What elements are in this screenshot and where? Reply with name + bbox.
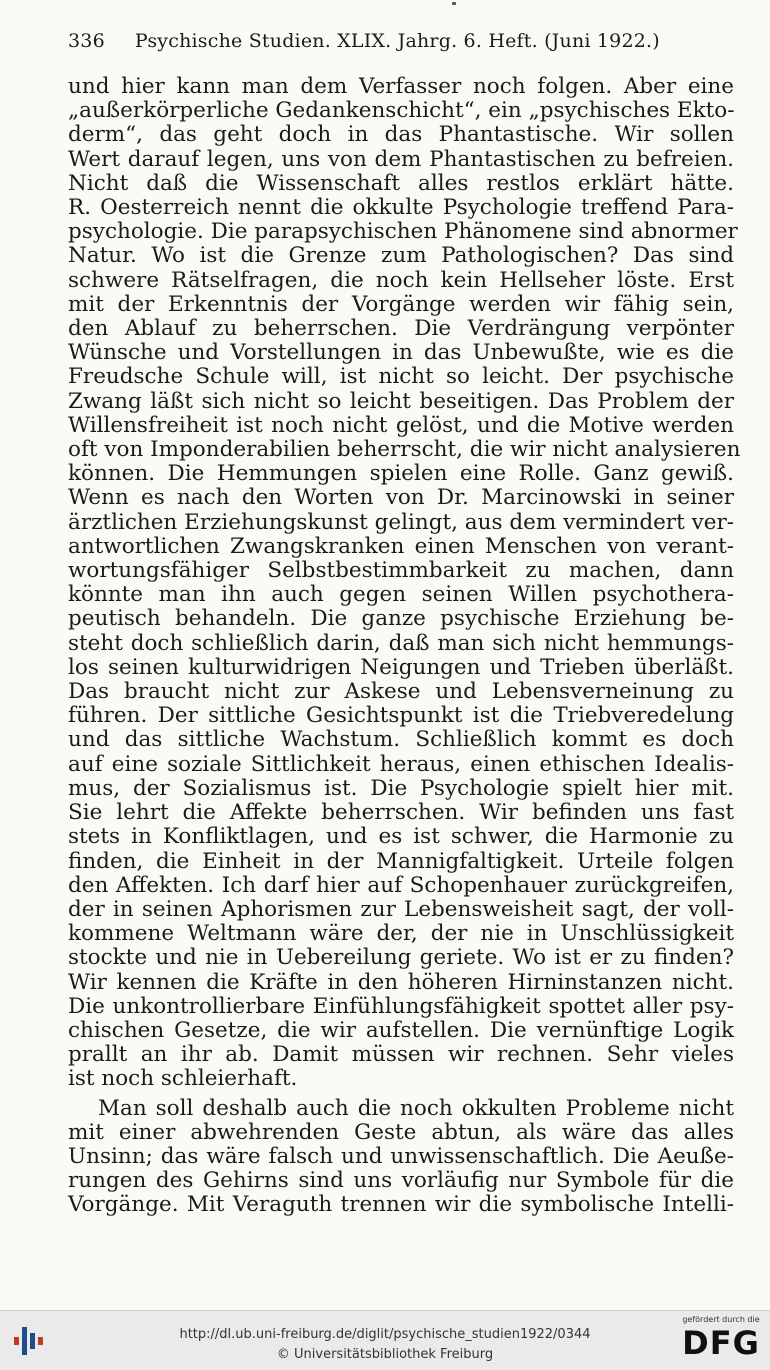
- text-line: Willensfreiheit ist noch nicht gelöst, und die Motive werden: [68, 412, 734, 438]
- text-line: steht doch schließlich darin, daß man sich nicht hemmungs-: [68, 630, 734, 656]
- paragraph: [68, 74, 741, 1092]
- running-header: [68, 30, 702, 52]
- text-line: Wenn es nach den Worten von Dr. Marcinowski in seiner: [68, 485, 734, 511]
- text-line: und hier kann man dem Verfasser noch folgen. Aber eine: [68, 74, 734, 99]
- text-line: Wir kennen die Kräfte in den höheren Hirninstanzen nicht.: [68, 969, 734, 995]
- text-line: den Ablauf zu beherrschen. Die Verdrängung verpönter: [68, 316, 734, 342]
- text-line: führen. Der sittliche Gesichtspunkt ist die Triebveredelung: [68, 703, 734, 729]
- text-line: Nicht daß die Wissenschaft alles restlos erklärt hätte.: [68, 170, 734, 196]
- source-url[interactable]: http://dl.ub.uni-freiburg.de/diglit/psychische_studien1922/0344: [179, 1327, 591, 1342]
- text-line: R. Oesterreich nennt die okkulte Psychologie treffend Para-: [68, 195, 734, 221]
- text-line: kommene Weltmann wäre der, der nie in Unschlüssigkeit: [68, 921, 734, 947]
- text-line: mus, der Sozialismus ist. Die Psychologie spielt hier mit.: [68, 775, 734, 801]
- text-line: mit einer abwehrenden Geste abtun, als wäre das alles: [68, 1119, 734, 1145]
- text-line: mit der Erkenntnis der Vorgänge werden wir fähig sein,: [68, 291, 734, 317]
- text-line: wortungsfähiger Selbstbestimmbarkeit zu machen, dann: [68, 558, 734, 584]
- text-line: könnte man ihn auch gegen seinen Willen psychothera-: [68, 582, 734, 608]
- viewer-footer: [0, 1310, 770, 1370]
- text-line: Das braucht nicht zur Askese und Lebensverneinung zu: [68, 679, 734, 705]
- text-line: rungen des Gehirns sind uns vorläufig nur Symbole für die: [68, 1168, 734, 1194]
- text-line: antwortlichen Zwangskranken einen Menschen von verant-: [68, 533, 734, 559]
- text-line: prallt an ihr ab. Damit müssen wir rechnen. Sehr vieles: [68, 1042, 734, 1068]
- body-text: [68, 74, 741, 1218]
- text-line: den Affekten. Ich darf hier auf Schopenhauer zurückgreifen,: [68, 872, 734, 898]
- text-line: „außerkörperliche Gedankenschicht“, ein „psychisches Ekto-: [68, 98, 735, 124]
- text-line: Die unkontrollierbare Einfühlungsfähigkeit spottet aller psy-: [68, 993, 734, 1019]
- text-line: auf eine soziale Sittlichkeit heraus, einen ethischen Idealis-: [68, 751, 734, 777]
- text-line: Natur. Wo ist die Grenze zum Pathologischen? Das sind: [68, 243, 734, 269]
- text-line: psychologie. Die parapsychischen Phänomene sind abnormer: [68, 219, 738, 245]
- text-line: Zwang läßt sich nicht so leicht beseitigen. Das Problem der: [68, 388, 734, 414]
- text-line: los seinen kulturwidrigen Neigungen und Trieben überläßt.: [68, 654, 734, 680]
- dfg-logo: DFG: [682, 1324, 760, 1362]
- text-line: können. Die Hemmungen spielen eine Rolle. Ganz gewiß.: [68, 461, 734, 487]
- text-line: finden, die Einheit in der Mannigfaltigkeit. Urteile folgen: [68, 848, 734, 874]
- copyright-notice: © Universitätsbibliothek Freiburg: [276, 1347, 494, 1362]
- text-line: ärztlichen Erziehungskunst gelingt, aus dem vermindert ver-: [68, 509, 734, 535]
- text-line: ist noch schleierhaft.: [68, 1066, 298, 1092]
- text-line: Unsinn; das wäre falsch und unwissenschaftlich. Die Aeuße-: [68, 1143, 734, 1169]
- running-title: Psychische Studien. XLIX. Jahrg. 6. Heft. (Juni 1922.): [134, 30, 660, 52]
- text-line: Wert darauf legen, uns von dem Phantastischen zu befreien.: [68, 146, 734, 172]
- text-line: schwere Rätselfragen, die noch kein Hellseher löste. Erst: [68, 267, 734, 293]
- scan-speck: [452, 2, 456, 5]
- text-line: chischen Gesetze, die wir aufstellen. Die vernünftige Logik: [68, 1017, 734, 1043]
- text-line: und das sittliche Wachstum. Schließlich kommt es doch: [68, 727, 734, 753]
- text-line: Wünsche und Vorstellungen in das Unbewußte, wie es die: [68, 340, 734, 366]
- dfg-badge: [680, 1315, 762, 1367]
- text-line: stockte und nie in Uebereilung geriete. Wo ist er zu finden?: [68, 945, 734, 971]
- text-line: derm“, das geht doch in das Phantastische. Wir sollen: [68, 122, 734, 148]
- text-line: Freudsche Schule will, ist nicht so leicht. Der psychische: [68, 364, 734, 390]
- text-line: Vorgänge. Mit Veraguth trennen wir die symbolische Intelli-: [68, 1192, 734, 1218]
- page-number: 336: [68, 30, 105, 52]
- text-line: Man soll deshalb auch die noch okkulten Probleme nicht: [98, 1095, 734, 1121]
- text-line: Sie lehrt die Affekte beherrschen. Wir befinden uns fast: [68, 800, 734, 826]
- text-line: peutisch behandeln. Die ganze psychische Erziehung be-: [68, 606, 734, 632]
- text-line: stets in Konfliktlagen, und es ist schwer, die Harmonie zu: [68, 824, 734, 850]
- text-line: oft von Imponderabilien beherrscht, die wir nicht analysieren: [68, 437, 741, 463]
- text-line: der in seinen Aphorismen zur Lebensweisheit sagt, der voll-: [68, 896, 734, 922]
- dfg-caption: gefördert durch die: [682, 1315, 760, 1324]
- paragraph: [68, 1097, 734, 1218]
